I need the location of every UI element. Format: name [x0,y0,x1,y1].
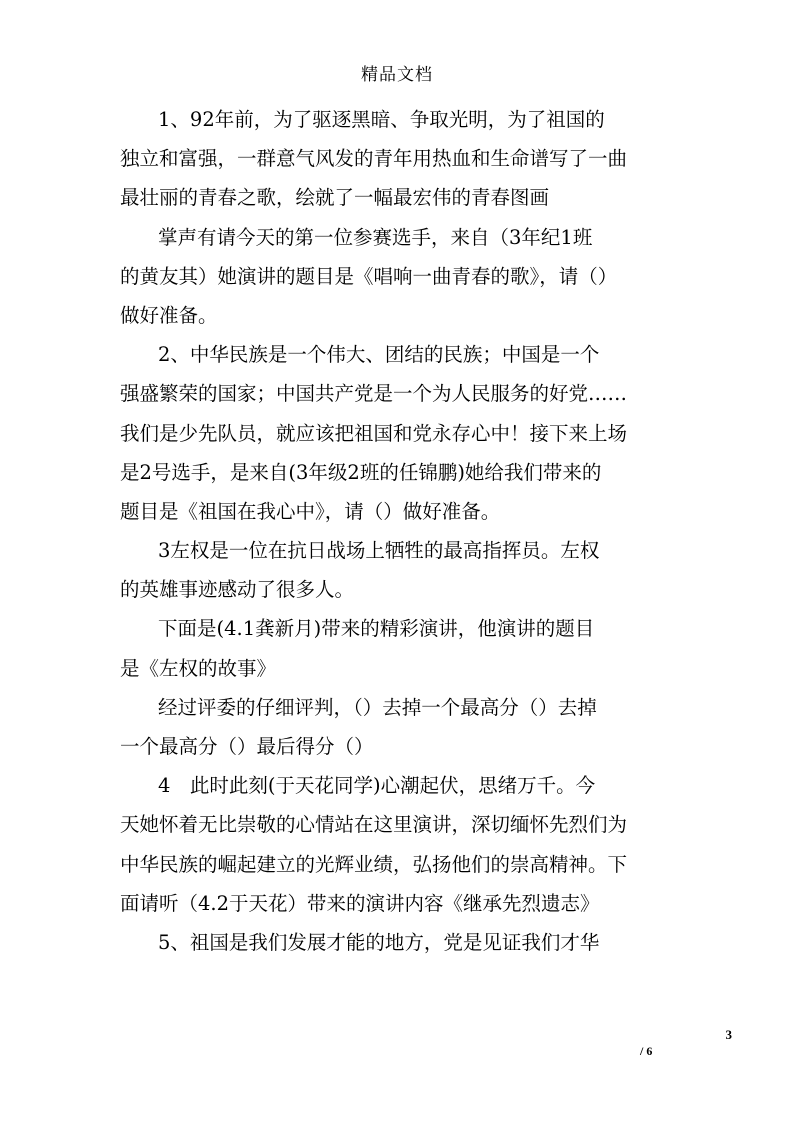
text-line: 题目是《祖国在我心中》，请（）做好准备。 [120,499,501,523]
text-line: 强盛繁荣的国家；中国共产党是一个为人民服务的好党…… [120,382,628,406]
text-line: 天她怀着无比崇敬的心情站在这里演讲，深切缅怀先烈们为 [120,813,628,837]
text-line: 独立和富强，一群意气风发的青年用热血和生命谱写了一曲 [120,147,628,171]
text-line: 1、92年前，为了驱逐黑暗、争取光明，为了祖国的 [158,108,605,131]
text-line: 做好准备。 [120,303,218,327]
page-number: 3 [725,1027,732,1042]
page-header: 精品文档 [361,65,433,85]
page-total: / 6 [640,1044,653,1058]
text-line: 是《左权的故事》 [120,656,277,680]
text-line: 掌声有请今天的第一位参赛选手，来自（3年纪1班 [158,225,593,249]
text-line: 2、中华民族是一个伟大、团结的民族；中国是一个 [158,343,600,367]
text-line: 的黄友其）她演讲的题目是《唱响一曲青春的歌》，请（） [120,264,618,288]
text-line: 经过评委的仔细评判，（）去掉一个最高分（）去掉 [158,695,597,719]
text-line: 的英雄事迹感动了很多人。 [120,578,355,602]
text-line: 4 此时此刻(于天花同学)心潮起伏，思绪万千。今 [158,774,596,798]
body-text [120,100,678,962]
text-line: 是2号选手，是来自(3年级2班的任锦鹏)她给我们带来的 [120,460,602,484]
text-line: 一个最高分（）最后得分（） [120,735,374,758]
text-line: 中华民族的崛起建立的光辉业绩，弘扬他们的崇高精神。下 [120,852,628,876]
text-line: 最壮丽的青春之歌，绘就了一幅最宏伟的青春图画 [120,186,550,210]
text-line: 面请听（4.2于天花）带来的演讲内容《继承先烈遗志》 [120,891,600,915]
text-line: 5、祖国是我们发展才能的地方，党是见证我们才华 [158,930,600,954]
text-line: 我们是少先队员，就应该把祖国和党永存心中！接下来上场 [120,421,628,445]
text-line: 3左权是一位在抗日战场上牺牲的最高指挥员。左权 [158,539,600,563]
text-line: 下面是(4.1龚新月)带来的精彩演讲，他演讲的题目 [158,617,595,641]
